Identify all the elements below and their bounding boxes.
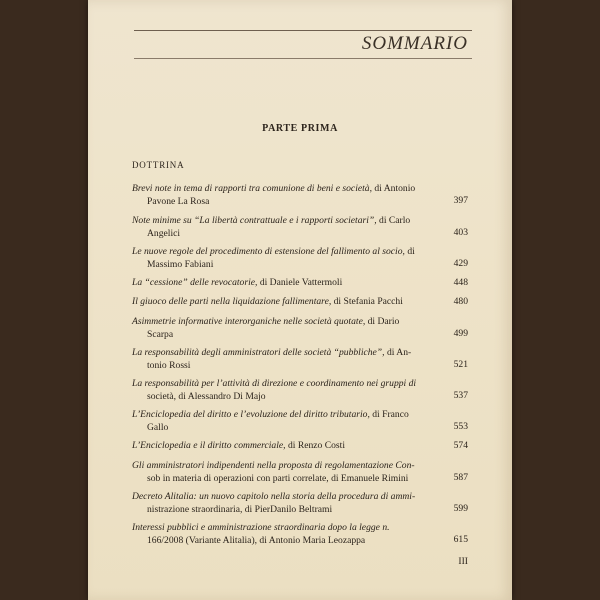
folio: III bbox=[458, 556, 468, 567]
entry-page: 587 bbox=[453, 472, 468, 483]
entry-title: La responsabilità per l’attività di direzione e coordinamento nei gruppi di bbox=[132, 378, 417, 389]
entry-author-cont: nistrazione straordinaria, di PierDanilo Beltrami bbox=[147, 503, 333, 515]
toc-entry bbox=[132, 316, 438, 341]
entry-page: 574 bbox=[453, 440, 468, 451]
entry-title: Interessi pubblici e amministrazione straordinaria dopo la legge n. bbox=[132, 522, 390, 533]
entry-title: La responsabilità degli amministratori delle società “pubbliche”, bbox=[132, 347, 385, 358]
entry-page: 521 bbox=[453, 359, 468, 370]
entry-page: 599 bbox=[453, 503, 468, 514]
toc-entry bbox=[132, 246, 438, 271]
entry-page: 448 bbox=[453, 277, 468, 288]
entry-author-cont: Gallo bbox=[147, 421, 169, 433]
entry-title: Note minime su “La libertà contrattuale e i rapporti societari”, bbox=[132, 215, 377, 226]
entry-page: 499 bbox=[453, 328, 468, 339]
book-page bbox=[88, 0, 512, 600]
entry-author-cont: società, di Alessandro Di Majo bbox=[147, 390, 266, 402]
page-title: SOMMARIO bbox=[361, 33, 468, 54]
entry-title: Le nuove regole del procedimento di estensione del fallimento al socio, bbox=[132, 246, 405, 257]
entry-author-cont: Pavone La Rosa bbox=[147, 195, 210, 207]
toc-entry bbox=[132, 277, 438, 290]
entry-page: 553 bbox=[453, 421, 468, 432]
toc-entry bbox=[132, 296, 438, 309]
entry-title: Brevi note in tema di rapporti tra comunione di beni e società, bbox=[132, 183, 372, 194]
entry-page: 537 bbox=[453, 390, 468, 401]
toc-entry bbox=[132, 491, 438, 516]
entry-title: La “cessione” delle revocatorie, bbox=[132, 277, 258, 288]
entry-page: 429 bbox=[453, 258, 468, 269]
entry-author-cont: tonio Rossi bbox=[147, 359, 191, 371]
entry-page: 397 bbox=[453, 195, 468, 206]
entry-author: di Stefania Pacchi bbox=[331, 296, 403, 307]
entry-author: di An- bbox=[384, 347, 412, 358]
header-rule-top bbox=[134, 30, 472, 31]
entry-title: Gli amministratori indipendenti nella proposta di regolamentazione Con- bbox=[132, 460, 415, 471]
toc-entry bbox=[132, 183, 438, 208]
toc-entry bbox=[132, 409, 438, 434]
entry-page: 480 bbox=[453, 296, 468, 307]
entry-author: di Daniele Vattermoli bbox=[257, 277, 343, 288]
entry-title: Decreto Alitalia: un nuovo capitolo nella storia della procedura di ammi- bbox=[132, 491, 416, 502]
entry-page: 403 bbox=[453, 227, 468, 238]
entry-author-cont: 166/2008 (Variante Alitalia), di Antonio Maria Leozappa bbox=[147, 534, 366, 546]
entry-title: Il giuoco delle parti nella liquidazione fallimentare, bbox=[132, 296, 332, 307]
toc-entry bbox=[132, 460, 438, 485]
toc-entry bbox=[132, 440, 438, 453]
entry-author: di Franco bbox=[369, 409, 409, 420]
entry-author-cont: Massimo Fabiani bbox=[147, 258, 214, 270]
entry-page: 615 bbox=[453, 534, 468, 545]
entry-title: Asimmetrie informative interorganiche nelle società quotate, bbox=[132, 316, 366, 327]
toc-entry bbox=[132, 522, 438, 547]
entry-author: di Antonio bbox=[371, 183, 416, 194]
toc-entry bbox=[132, 378, 438, 403]
entry-author: di Carlo bbox=[376, 215, 411, 226]
entry-title: L’Enciclopedia e il diritto commerciale, bbox=[132, 440, 286, 451]
toc-entry bbox=[132, 215, 438, 240]
section-title: DOTTRINA bbox=[132, 160, 185, 170]
entry-author: di Renzo Costi bbox=[285, 440, 345, 451]
header-rule-bottom bbox=[134, 58, 472, 59]
part-title: PARTE PRIMA bbox=[262, 123, 338, 134]
entry-author-cont: sob in materia di operazioni con parti correlate, di Emanuele Rimini bbox=[147, 472, 409, 484]
entry-author: di bbox=[404, 246, 415, 257]
entry-title: L’Enciclopedia del diritto e l’evoluzione del diritto tributario, bbox=[132, 409, 370, 420]
entry-author-cont: Scarpa bbox=[147, 328, 174, 340]
toc-entry bbox=[132, 347, 438, 372]
entry-author-cont: Angelici bbox=[147, 227, 181, 239]
entry-author: di Dario bbox=[365, 316, 400, 327]
